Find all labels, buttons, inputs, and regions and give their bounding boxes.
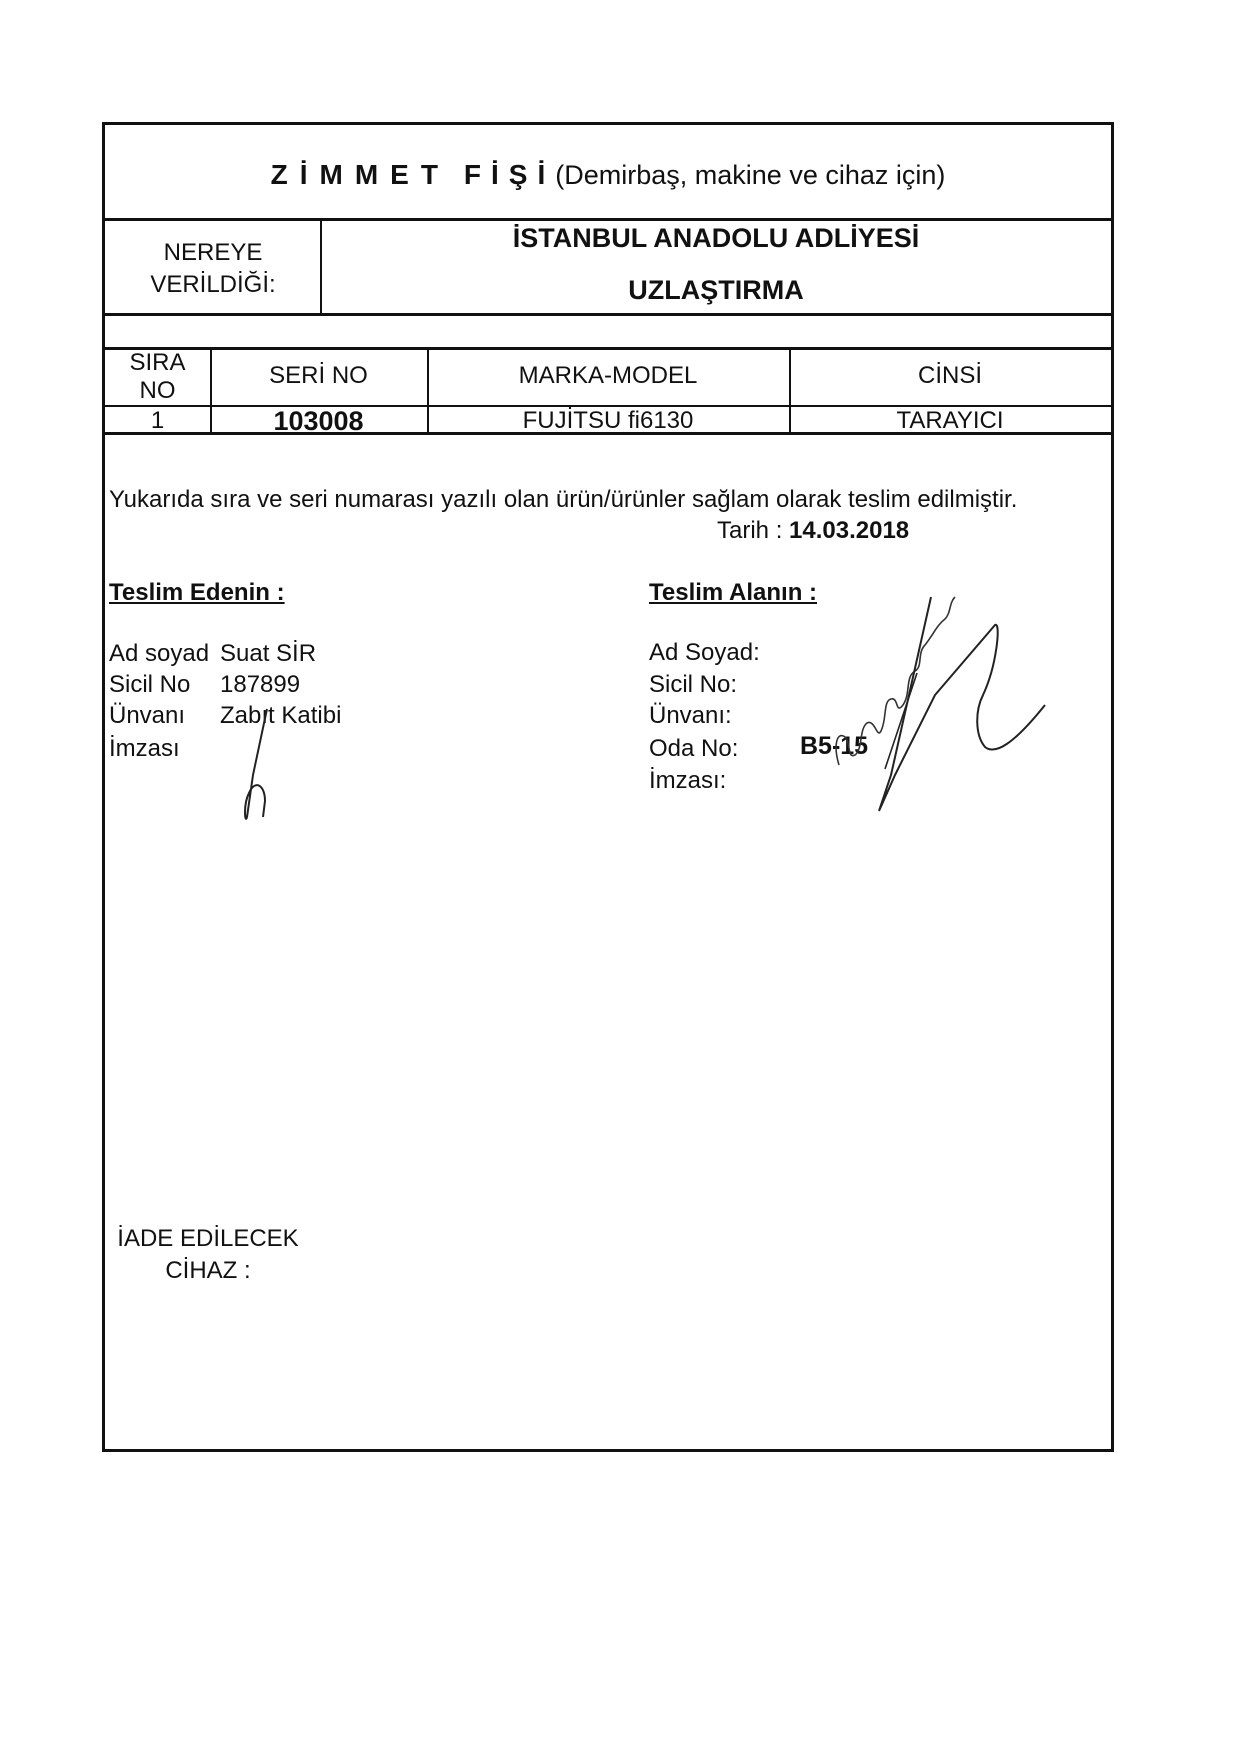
giver-signature xyxy=(225,705,285,825)
recipient-label-line2: VERİLDİĞİ: xyxy=(150,271,276,298)
header-seri: SERİ NO xyxy=(269,362,368,389)
return-label xyxy=(113,1223,303,1287)
delivery-date xyxy=(717,517,909,545)
receiver-sicil-label: Sicil No: xyxy=(649,671,738,698)
date-value: 14.03.2018 xyxy=(789,517,910,544)
header-cinsi: CİNSİ xyxy=(917,362,982,389)
delivery-statement: Yukarıda sıra ve seri numarası yazılı olan ürün/ürünler sağlam olarak teslim edilmiştir. xyxy=(109,486,1018,513)
title-word-zimmet: ZİMMET xyxy=(270,159,450,190)
recipient-label xyxy=(105,237,321,301)
header-sira-line1: SIRA xyxy=(129,349,186,376)
return-label-line1: İADE EDİLECEK xyxy=(117,1225,299,1252)
form-title xyxy=(105,159,1111,191)
divider xyxy=(105,218,1111,221)
giver-sicil-value: 187899 xyxy=(220,671,301,698)
date-label: Tarih : xyxy=(717,517,783,544)
title-word-fisi: FİŞİ xyxy=(463,159,556,190)
giver-title-value: Zabıt Katibi xyxy=(220,702,342,729)
recipient-department: UZLAŞTIRMA xyxy=(628,275,804,305)
header-sira-line2: NO xyxy=(139,377,176,404)
receiver-name-label: Ad Soyad: xyxy=(649,639,760,666)
receiver-room-label: Oda No: xyxy=(649,735,739,762)
equipment-table xyxy=(105,347,1111,436)
header-sira xyxy=(105,349,210,405)
giver-name-label: Ad soyad xyxy=(109,640,210,667)
row-cinsi: TARAYICI xyxy=(896,407,1004,434)
giver-name-value: Suat SİR xyxy=(220,640,317,667)
row-sira: 1 xyxy=(150,407,165,434)
receiver-signature-label: İmzası: xyxy=(649,767,727,794)
title-note: (Demirbaş, makine ve cihaz için) xyxy=(555,160,946,190)
giver-sicil-label: Sicil No xyxy=(109,671,191,698)
return-label-line2: CİHAZ : xyxy=(165,1257,251,1284)
divider xyxy=(105,313,1111,316)
receiver-signature xyxy=(825,555,1065,825)
row-seri: 103008 xyxy=(273,406,364,436)
recipient-label-line1: NEREYE xyxy=(163,239,263,266)
receiver-room-value: B5-15 xyxy=(800,732,869,760)
recipient-institution: İSTANBUL ANADOLU ADLİYESİ xyxy=(512,223,920,253)
row-marka: FUJİTSU fi6130 xyxy=(522,407,694,434)
giver-heading: Teslim Edenin : xyxy=(109,579,285,606)
form-frame xyxy=(102,122,1114,1452)
giver-signature-label: İmzası xyxy=(109,735,180,762)
giver-title-label: Ünvanı xyxy=(109,702,186,729)
receiver-heading: Teslim Alanın : xyxy=(649,579,818,606)
header-marka: MARKA-MODEL xyxy=(518,362,698,389)
receiver-title-label: Ünvanı: xyxy=(649,702,732,729)
